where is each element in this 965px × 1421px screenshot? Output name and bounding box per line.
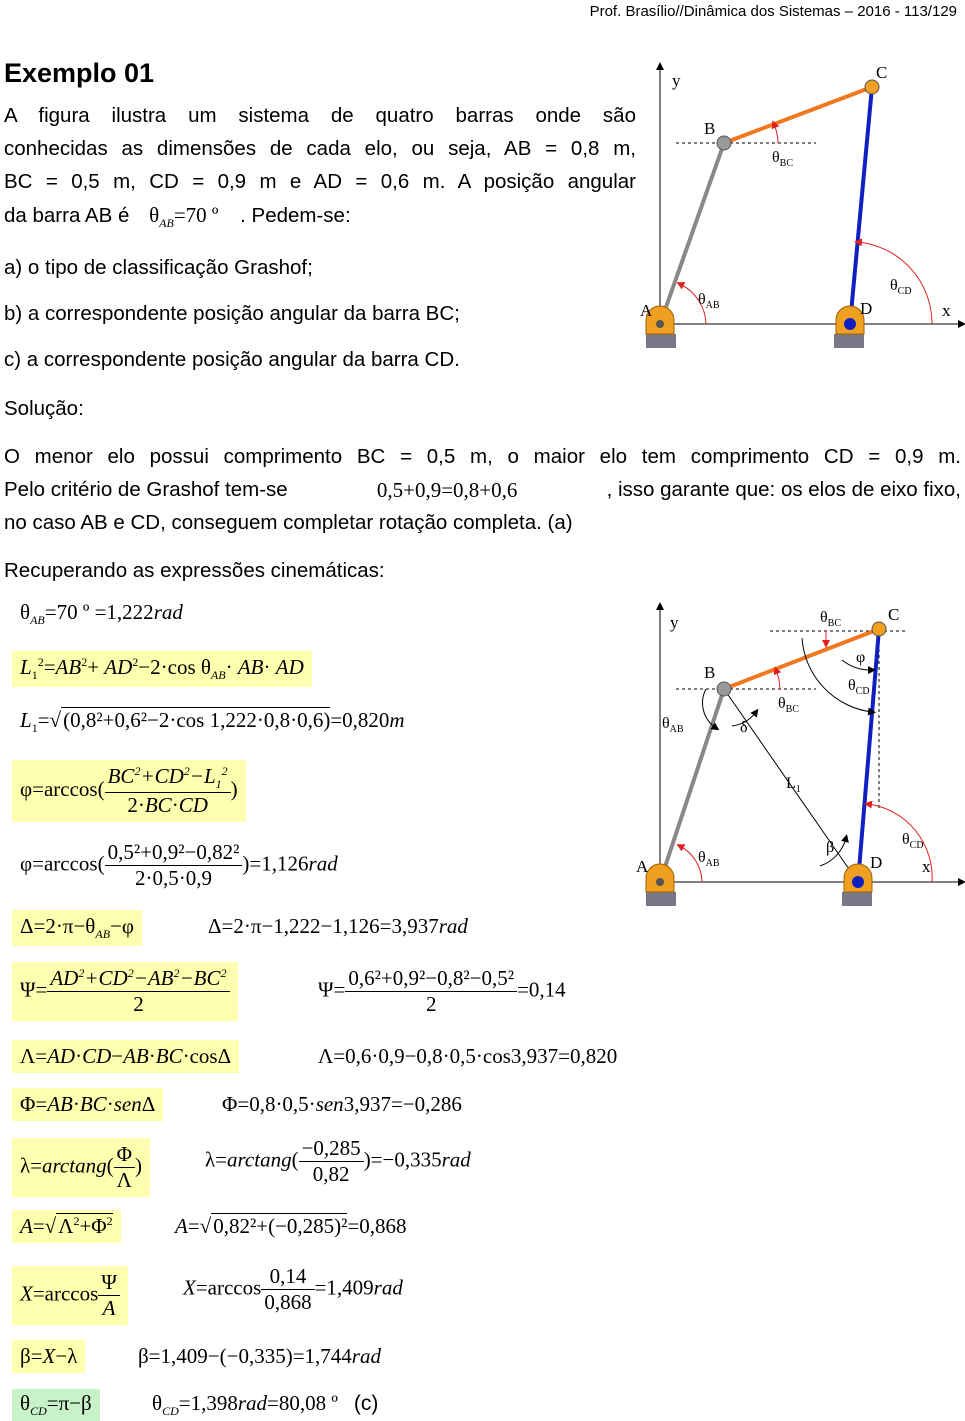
label-delta: δ	[740, 719, 748, 736]
unit-rad: rad	[153, 600, 183, 624]
figure-four-bar-2	[636, 600, 965, 910]
item-b: b) a correspondente posição angular da barra BC;	[4, 302, 460, 325]
eq-lambda-up-value: Λ=0,6·0,9−0,8·0,5·cos3,937=0,820	[318, 1044, 618, 1068]
label-theta-ab: $\theta_{AB}$	[698, 291, 720, 311]
recup-label: Recuperando as expressões cinemáticas:	[4, 559, 385, 582]
eq-theta-ab: $\theta_{AB}=70$ º =1,222rad	[20, 600, 183, 628]
label-theta-cd: $\theta_{CD}$	[902, 831, 924, 851]
grashof-eq: 0,5+0,9=0,8+0,6	[376, 478, 518, 502]
joint-c	[872, 622, 886, 636]
intro-line-4a: da barra AB é	[4, 204, 130, 227]
eq-beta-formula: β=X−λ	[12, 1340, 85, 1373]
pin-a	[656, 320, 664, 328]
intro-line-1: A figura ilustra um sistema de quatro barras onde são	[4, 104, 636, 127]
bar-bc	[724, 87, 872, 143]
figure-four-bar-1	[636, 58, 965, 358]
intro-line-4b: . Pedem-se:	[240, 204, 351, 227]
eq-theta-cd-value: $\theta_{CD}=1,398rad=80,08$ º (c)	[152, 1391, 379, 1419]
eq-x-formula: X=arccos $\frac{\Psi}{A}$	[12, 1266, 128, 1325]
phi-num: 0,5²+0,9²−0,82²	[105, 840, 243, 866]
eq-phi-up-formula: Φ=AB·BC·senΔ	[12, 1088, 163, 1121]
theta-ab-given: $\theta_{AB}=70$ º	[149, 203, 219, 231]
pin-d	[844, 318, 856, 330]
arc-theta-bc	[774, 124, 778, 143]
ground-a	[646, 892, 676, 906]
eq-phi-up-value: Φ=0,8·0,5·sen3,937=−0,286	[222, 1092, 462, 1116]
eq-delta-value	[208, 914, 468, 939]
lam-den: 0,82	[312, 1162, 350, 1186]
eq-l1-squared: $L_1^2=AB^2+ AD^2-2\cdot\cos$ $\theta_{AB}\cdot AB\cdot$ AD	[12, 651, 312, 687]
sol-line-3: no caso AB e CD, conseguem completar rotação completa. (a)	[4, 511, 573, 534]
pin-d	[852, 876, 864, 888]
sol-line-1: O menor elo possui comprimento BC = 0,5 m, o maior elo tem comprimento CD = 0,9 m.	[4, 445, 961, 468]
unit-rad: rad	[351, 1344, 381, 1368]
eq-lambda-formula: λ=arctang( $\frac{\Phi}{\Lambda}$ )	[12, 1138, 150, 1197]
label-y: y	[670, 613, 679, 632]
label-theta-cd: $\theta_{CD}$	[890, 277, 912, 297]
sol-line-2	[4, 474, 961, 506]
label-c: C	[876, 63, 888, 82]
eq-a-formula: $A=√\Lambda^2+\Phi^2$	[12, 1210, 121, 1243]
a-res: =0,868	[347, 1214, 407, 1238]
unit-rad: rad	[438, 914, 468, 938]
sol-line-2a: Pelo critério de Grashof tem-se	[4, 478, 288, 501]
label-b: B	[704, 119, 716, 138]
label-theta-bc-top: $\theta_{BC}$	[820, 609, 842, 629]
l1-num: 0,8²+0,6²−2·cos 1,222·0,8·0,6	[70, 708, 324, 732]
eq-theta-cd-formula: $\theta_{CD}=\pi-\beta$	[12, 1389, 100, 1421]
eq-delta-formula: $\Delta=2\cdot\pi-\theta_{AB}-\varphi$	[12, 910, 142, 946]
x-den: 0,868	[264, 1290, 312, 1314]
eq-psi-value: Ψ= $\frac{\text{0,6²+0,9²−0,8²−0,5²}}{2}$ =0,14	[318, 966, 566, 1016]
eq-l1-value: $L_1=√(0,8^2+0,6^2-2\cdot\cos$ 1,222·0,8·0,6)=0,820m	[20, 708, 405, 736]
theta-ab-deg: =70 º	[173, 203, 219, 227]
a-num: 0,82²+(−0,285)²	[213, 1214, 348, 1238]
sol-line-2b: , isso garante que: os elos de eixo fixo,	[606, 478, 961, 501]
label-theta-bc: $\theta_{BC}$	[772, 149, 794, 169]
label-theta-bc: $\theta_{BC}$	[778, 695, 800, 715]
label-theta-ab: $\theta_{AB}$	[698, 849, 720, 869]
beta-num: β=1,409−(−0,335)=1,744	[138, 1344, 352, 1368]
intro-line-3: BC = 0,5 m, CD = 0,9 m e AD = 0,6 m. A posição angular	[4, 170, 636, 193]
eq-a-value: A=√0,82²+(−0,285)²=0,868	[175, 1214, 407, 1238]
ground-a	[646, 334, 676, 348]
item-a: a) o tipo de classificação Grashof;	[4, 256, 313, 279]
phi-res: )=1,126	[242, 851, 309, 876]
lam-num: −0,285	[299, 1136, 364, 1162]
bar-ab	[660, 143, 724, 324]
eq-x-value: X=arccos $\frac{0,14}{0,868}$ =1,409rad	[183, 1264, 403, 1314]
label-a: A	[636, 857, 649, 876]
eq-lambda-up-formula: Λ=AD·CD−AB·BC·cosΔ	[12, 1040, 239, 1073]
unit-rad: rad	[237, 1391, 268, 1415]
eq-psi-formula: Ψ= $\frac{AD^2+CD^2-AB^2-BC^2}{2}$	[12, 962, 238, 1021]
joint-b	[717, 136, 731, 150]
label-a: A	[640, 301, 653, 320]
joint-b	[717, 682, 731, 696]
l1-res: =0,820	[330, 708, 390, 732]
intro-line-2: conhecidas as dimensões de cada elo, ou seja, AB = 0,8 m,	[4, 137, 636, 160]
eq-phi-value: φ=arccos( $\frac{\text{0,5²+0,9²−0,82²}}{2\cdot 0,5\cdot 0,9}$ )=1,126rad	[20, 840, 338, 890]
arc-theta-bc	[776, 670, 780, 689]
label-l1: $L_1$	[786, 775, 801, 795]
unit-rad: rad	[308, 851, 338, 876]
phi-up-res: 3,937=−0,286	[343, 1092, 462, 1116]
eq-theta-ab-val: =70 º =1,222	[44, 600, 154, 624]
intro-line-4	[4, 199, 351, 239]
label-beta: β	[826, 839, 835, 856]
eq-lambda-value: λ=arctang( $\frac{-0,285}{0,82}$ )=−0,335rad	[205, 1136, 471, 1186]
eq-phi-formula: φ=arccos( $\frac{BC^2+CD^2-L_1^2}{2\cdot BC\cdot CD}$ )	[12, 760, 246, 822]
label-b: B	[704, 663, 716, 682]
psi-num: 0,6²+0,9²−0,8²−0,5²	[345, 966, 517, 992]
label-theta-ab-top: $\theta_{AB}$	[662, 715, 684, 735]
unit-rad: rad	[373, 1275, 403, 1300]
page-header: Prof. Brasílio//Dinâmica dos Sistemas – 2016 - 113/129	[589, 3, 957, 20]
label-x: x	[942, 301, 951, 320]
label-d: D	[870, 853, 883, 872]
label-y: y	[672, 71, 681, 90]
solucao-label: Solução:	[4, 397, 84, 420]
ground-d	[842, 892, 872, 906]
delta-num: Δ=2·π−1,222−1,126=3,937	[208, 914, 439, 938]
ground-d	[834, 334, 864, 348]
label-d: D	[860, 299, 873, 318]
phi-den: 2·0,5·0,9	[135, 866, 212, 890]
unit-rad: rad	[441, 1147, 471, 1172]
label-c: C	[888, 605, 900, 624]
bar-cd	[850, 87, 872, 324]
x-res: =1,409	[314, 1275, 374, 1300]
joint-c	[865, 80, 879, 94]
label-theta-cd-top: $\theta_{CD}$	[848, 677, 870, 697]
pin-a	[656, 878, 664, 886]
item-c: c) a correspondente posição angular da barra CD.	[4, 348, 460, 371]
tcd-deg: =80,08 º	[267, 1391, 338, 1415]
bar-cd	[858, 629, 879, 882]
lam-res: )=−0,335	[363, 1147, 442, 1172]
psi-res: =0,14	[517, 977, 566, 1002]
eq-beta-value	[138, 1344, 381, 1369]
example-title: Exemplo 01	[4, 58, 155, 88]
label-phi: φ	[856, 649, 866, 666]
c-label: (c)	[353, 1392, 379, 1415]
x-num: 0,14	[261, 1264, 314, 1290]
tcd-res: =1,398	[178, 1391, 238, 1415]
label-x: x	[922, 857, 931, 876]
unit-m: m	[389, 708, 405, 732]
